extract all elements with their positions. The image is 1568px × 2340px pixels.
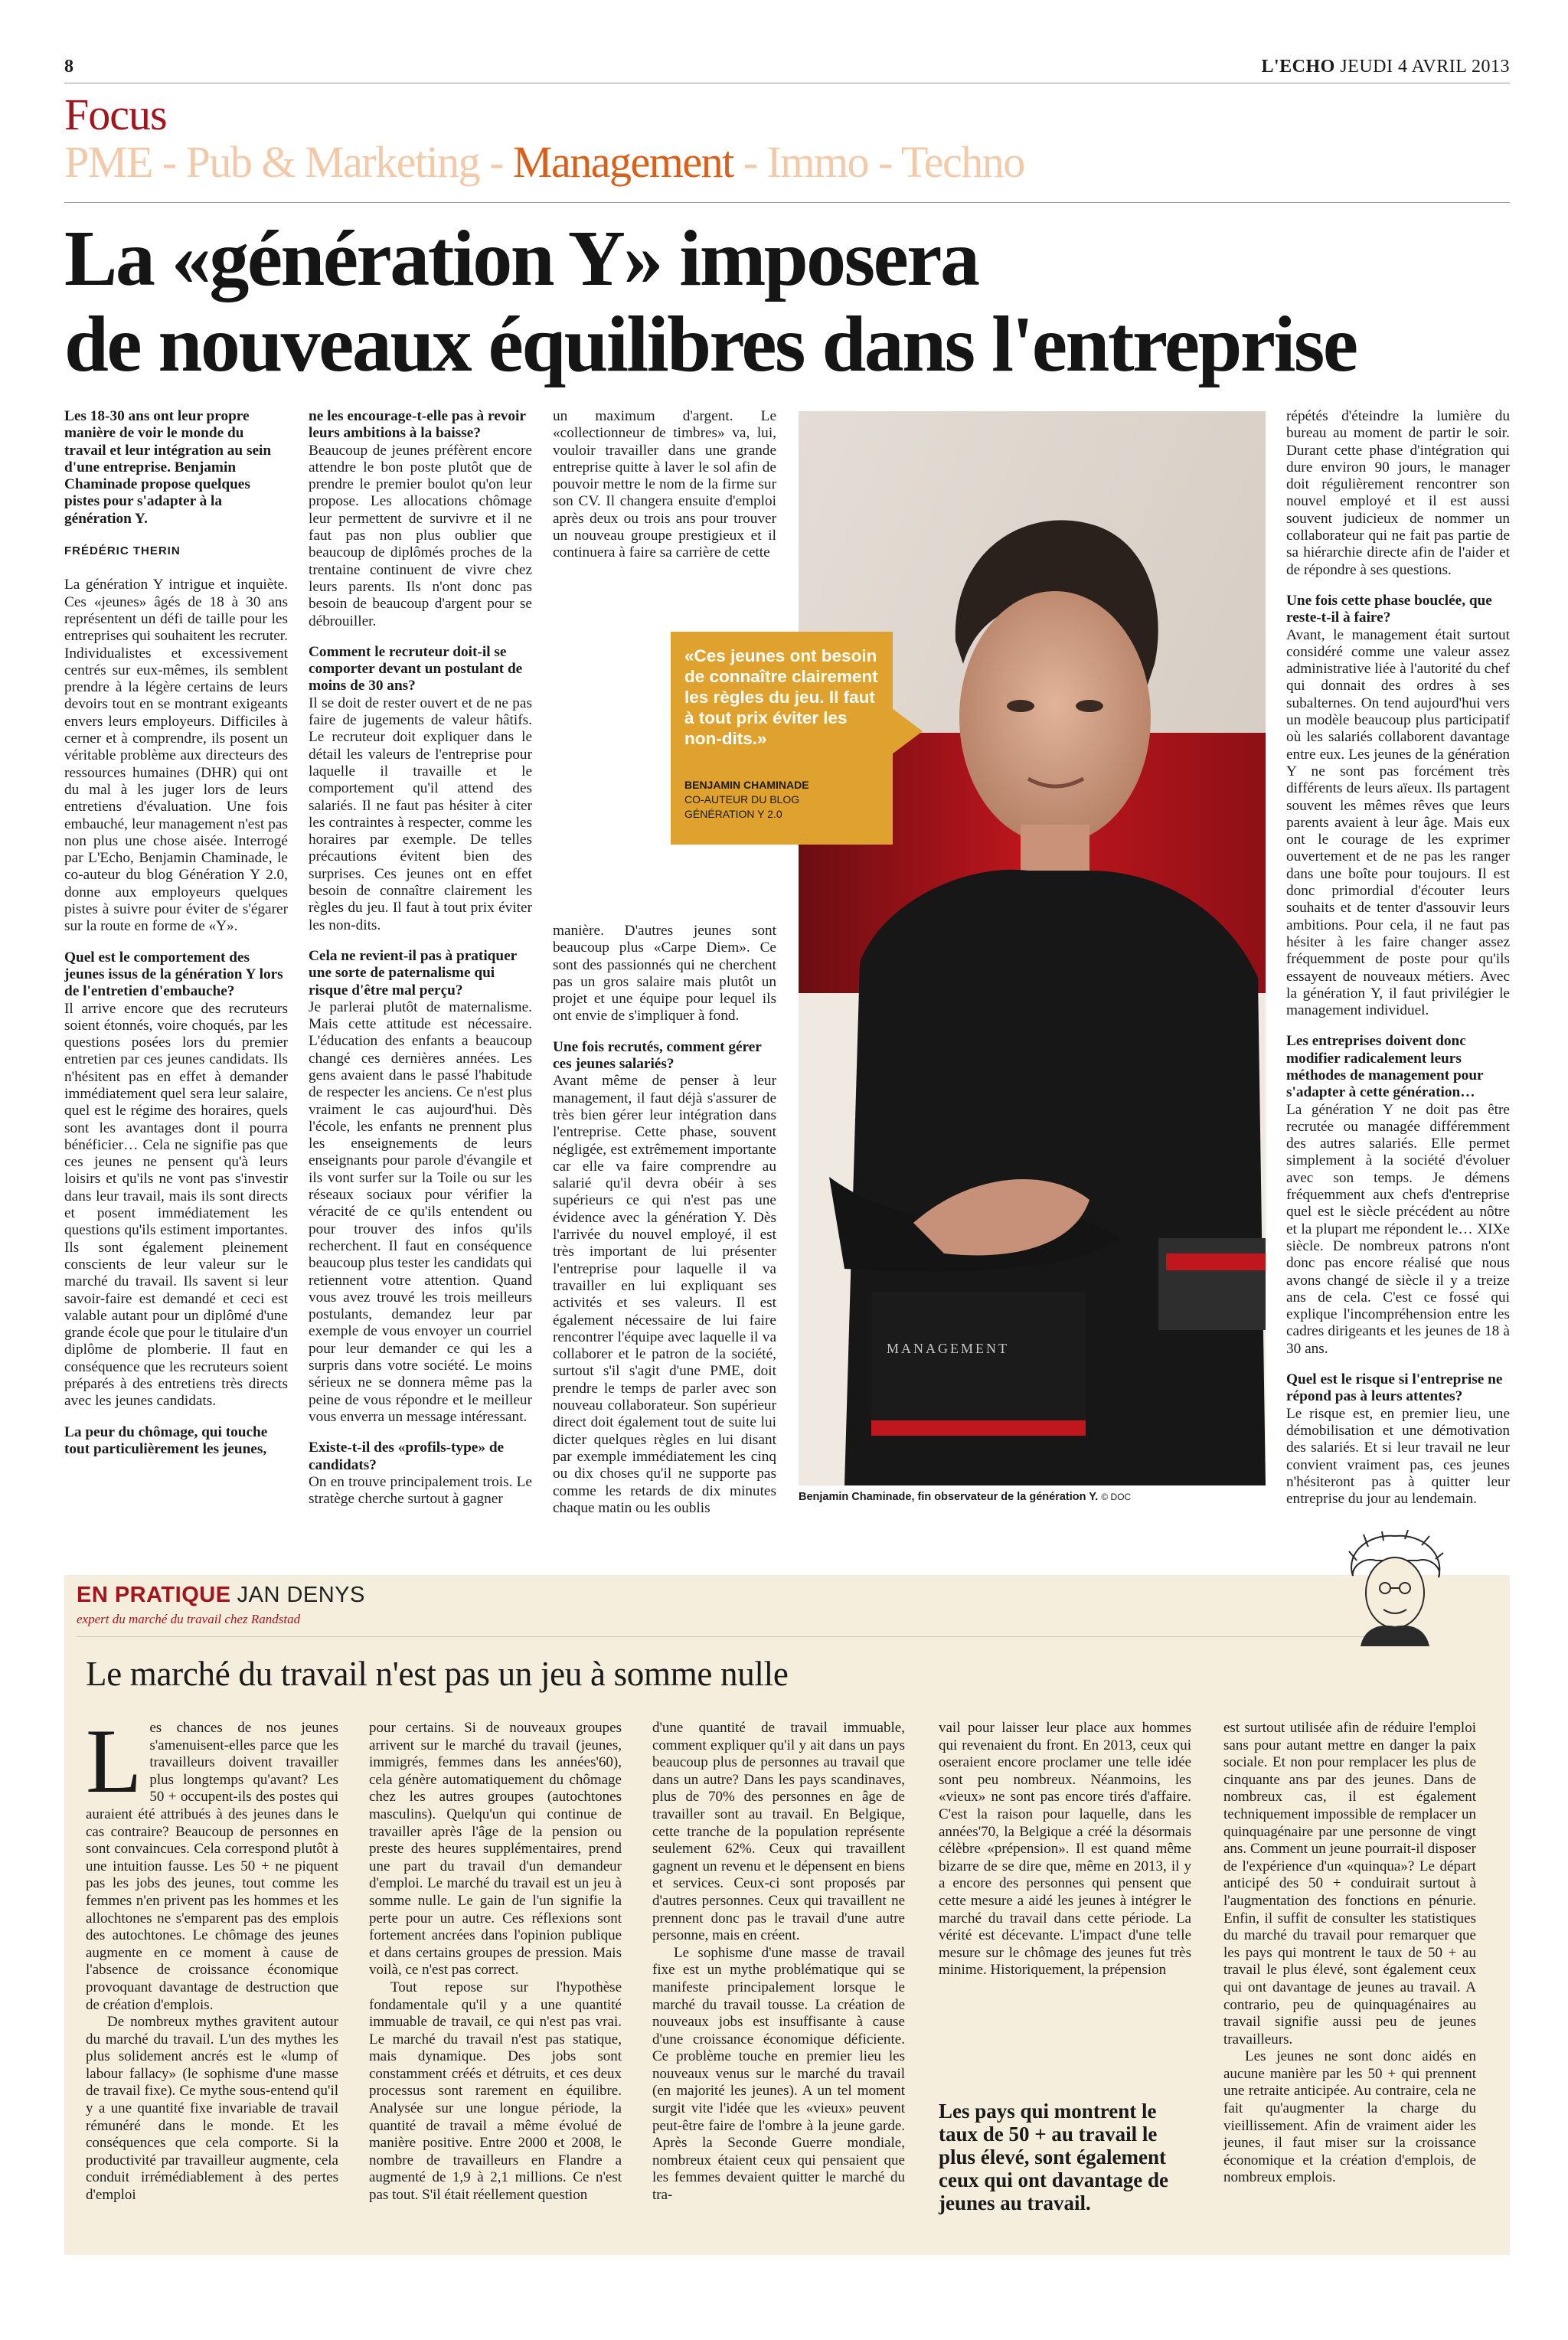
interview-question: Les entreprises doivent donc modifier radicalement leurs méthodes de management pour s'adapter à cette génération… — [1286, 1033, 1484, 1101]
interview-question: ne les encourage-t-elle pas à revoir leurs ambitions à la baisse? — [309, 408, 526, 442]
paragraph: Les jeunes ne sont donc aidés en aucune manière par les 50 + qui prennent une retraite anticipée. Au contraire, cela ne fait qu'augmenter la charge du vieillissement. Afin de vraiment aider les jeunes, il faut miser sur la croissance économique et la création d'emplois, de nombreux emplois. — [1223, 2048, 1476, 2186]
article-column-5 — [1286, 408, 1510, 1508]
issue-date: JEUDI 4 AVRIL 2013 — [1340, 57, 1510, 77]
section-nav — [64, 136, 1024, 188]
book-title: MANAGEMENT — [887, 1341, 1009, 1356]
section-pme[interactable]: PME — [64, 137, 152, 187]
portrait-photo — [799, 411, 1266, 1485]
box-column-1 — [86, 1710, 338, 2204]
paragraph: vail pour laisser leur place aux hommes qui revenaient du front. En 2013, ceux qui oseraient encore proclamer une telle idée sont peu nombreux. Néanmoins, les «vieux» ne sont pas encore tirés d'affaire. C'est la raison pour laquelle, dans les années'70, la Belgique a créé la désormais célèbre «prépension». Il est quand même bizarre de se dire que, même en 2013, il y a encore des personnes qui pensent que cette mesure a aidé les jeunes à intégrer le marché du travail dans cette période. La vérité est décevante. L'impact d'une telle mesure sur le chômage des jeunes fut très minime. Historiquement, la prépension — [939, 1720, 1191, 1979]
caption-text: Benjamin Chaminade, fin observateur de la génération Y. — [799, 1491, 1099, 1503]
box-column-2 — [369, 1720, 622, 2204]
paragraph: Le risque est, en premier lieu, une démobilisation et une démotivation des salariés. Et si leur travail ne leur convient vraiment pas, ces jeunes n'hésiteront pas à quitter leur entreprise du jour au lendemain. — [1286, 1405, 1510, 1508]
photo-caption — [799, 1491, 1273, 1503]
paragraph: manière. D'autres jeunes sont beaucoup plus «Carpe Diem». Ce sont des passionnés qui ne cherchent pas un gros salaire mais plutôt un projet et une équipe pour lequel ils ont envie de s'impliquer à fond. — [553, 923, 776, 1025]
paragraph: De nombreux mythes gravitent autour du marché du travail. L'un des mythes les plus solidement ancrés est le «lump of labour fallacy» (le sophisme d'une masse de travail fixe). Ce mythe sous-entend qu'il y a une quantité fixe invariable de travail rémunéré dans le monde. Et les conséquences que cela comporte. Si la productivité par travailleur augmente, cela conduit irrémédiablement à des pertes d'emploi — [86, 2014, 338, 2204]
article-headline — [64, 216, 1519, 387]
interview-question: Une fois recrutés, comment gérer ces jeunes salariés? — [553, 1038, 762, 1073]
box-rule — [77, 1636, 1378, 1637]
section-separator: - — [733, 137, 767, 187]
drop-cap: L — [86, 1710, 142, 1812]
columnist-name: JAN DENYS — [237, 1583, 365, 1607]
newspaper-name: L'ECHO — [1261, 57, 1335, 77]
section-separator: - — [152, 137, 186, 187]
en-pratique-label: EN PRATIQUE — [77, 1583, 231, 1607]
interview-question: Comment le recruteur doit-il se comporter devant un postulant de moins de 30 ans? — [309, 643, 523, 694]
paragraph: Beaucoup de jeunes préfèrent encore attendre le bon poste plutôt que de prendre le premier boulot qu'on leur propose. Les allocations chômage leur permettent de survivre et il ne faut pas non plus oublier que beaucoup de diplômés proches de la trentaine continuent de vivre chez leurs parents. Ils n'ont donc pas besoin de beaucoup d'argent pour se débrouiller. — [309, 442, 532, 629]
article-column-2 — [309, 408, 532, 1508]
article-column-1 — [64, 408, 288, 1458]
pull-quote-pointer — [892, 708, 923, 754]
paragraph: d'une quantité de travail immuable, comment expliquer qu'il y ait dans un pays beaucoup plus de personnes au travail que dans un autre? Dans les pays scandinaves, plus de 70% des personnes en âge de travailler sont au travail. En Belgique, cette tranche de la population représente seulement 62%. Ceux qui travaillent gagnent un revenu et le dépensent en biens et services. Ceux-ci sont proposés par d'autres personnes. Ceux qui travaillent ne prennent donc pas le travail d'une autre personne, mais en créent. — [652, 1720, 905, 1944]
pull-quote-text: «Ces jeunes ont besoin de connaître clairement les règles du jeu. Il faut à tout prix éviter les non-dits.» — [684, 646, 878, 748]
section-separator: - — [868, 137, 901, 187]
box-pull-quote: Les pays qui montrent le taux de 50 + au travail le plus élevé, sont également ceux qui ont davantage de jeunes au travail. — [939, 2100, 1169, 2214]
en-pratique-header — [77, 1583, 365, 1608]
interview-question: Existe-t-il des «profils-type» de candidats? — [309, 1440, 505, 1473]
paragraph: Tout repose sur l'hypothèse fondamentale qu'il y a une quantité immuable de travail, ce qui n'est pas vrai. Le marché du travail n'est pas statique, mais dynamique. Des jobs sont constamment créés et détruits, et ces deux processus sont rarement en équilibre. Analysée sur une longue période, la quantité de travail a même évolué de manière positive. Entre 2000 et 2008, le nombre de travailleurs en Flandre a augmenté de 1,9 à 2,1 millions. Ce n'est pas tout. S'il était réellement question — [369, 1979, 622, 2204]
paragraph: On en trouve principalement trois. Le stratège cherche surtout à gagner — [309, 1473, 532, 1508]
interview-question: Quel est le comportement des jeunes issus de la génération Y lors de l'entretien d'embauche? — [64, 949, 283, 1000]
section-separator: - — [479, 137, 513, 187]
paragraph: est surtout utilisée afin de réduire l'emploi sans pour autant mettre en danger la paix sociale. Et non pour remplacer les plus de cinquante ans par des jeunes. Dans de nombreux cas, il est également techniquement impossible de remplacer un quinquagénaire par une personne de vingt ans. Comment un jeune pourrait-il disposer de l'expérience d'un «quinqua»? Le départ anticipé des 50 + conduirait surtout à l'augmentation des fonctions en pénurie. Enfin, il suffit de consulter les statistiques du marché du travail pour remarquer que les pays qui montrent le taux de 50 + au travail le plus élevé, sont également ceux qui ont davantage de jeunes au travail. A contrario, peu de quinquagénaires au travail signifie aussi peu de jeunes travailleurs. — [1223, 1720, 1476, 2048]
columnist-portrait — [1345, 1530, 1445, 1646]
pull-quote-role-1: CO-AUTEUR DU BLOG — [684, 793, 800, 806]
article-column-3-bottom — [553, 923, 776, 1517]
paragraph: pour certains. Si de nouveaux groupes arrivent sur le marché du travail (jeunes, immigrés, femmes dans les années'60), cela génère automatiquement du chômage chez les autres groupes (autochtones masculins). Quelqu'un qui continue de travailler après l'âge de la pension ou preste des heures supplémentaires, prend une part du travail d'un demandeur d'emploi. Le marché du travail est un jeu à somme nulle. Le gain de l'un signifie la perte pour un autre. Ces réflexions sont fortement ancrées dans l'opinion publique et dans certains groupes de pression. Mais voilà, ce n'est pas correct. — [369, 1720, 622, 1979]
interview-question: Une fois cette phase bouclée, que reste-t-il à faire? — [1286, 592, 1492, 626]
paragraph: Le sophisme d'une masse de travail fixe est un mythe problématique qui se manifeste principalement lorsque le marché du travail tousse. La création de nouveaux jobs est insuffisante à cause d'une croissance économique déficiente. Ce problème touche en premier lieu les nouveaux venus sur le marché du travail (en majorité les jeunes). A un tel moment surgit vite l'idée que les «vieux» peuvent peut-être faire de l'ombre à la jeune garde. Après la Seconde Guerre mondiale, nombreux étaient ceux qui pensaient que les femmes devaient quitter le marché du tra- — [652, 1944, 905, 2204]
section-rule — [64, 202, 1510, 203]
portrait-illustration — [799, 411, 1266, 1485]
interview-question: Cela ne revient-il pas à pratiquer une sorte de paternalisme qui risque d'être mal perçu? — [309, 947, 517, 998]
paragraph: Je parlerai plutôt de maternalisme. Mais cette attitude est nécessaire. L'éducation des enfants a beaucoup changé ces dernières années. Les gens avaient dans le passé l'habitude de respecter les anciens. Ce n'est plus vraiment le cas aujourd'hui. Dès l'école, les enfants ne prennent plus les enseignements de leurs enseignants pour parole d'évangile et ils vont surfer sur la Toile ou sur les réseaux sociaux pour vérifier la véracité de ce qu'ils entendent ou pour trouver des infos qu'ils recherchent. Il faut en conséquence beaucoup plus tester les candidats qui retiennent votre attention. Quand vous avez trouvé les trois meilleurs postulants, demandez leur par exemple de vous envoyer un courriel pour leur demander ce qui les a surpris dans votre société. Le moins sérieux ne se donnera même pas la peine de vous répondre et le meilleur vous enverra un message intéressant. — [309, 998, 532, 1425]
pull-quote-name: BENJAMIN CHAMINADE — [684, 779, 809, 791]
newspaper-dateline — [1261, 57, 1510, 77]
box-column-5 — [1223, 1720, 1476, 2187]
section-techno[interactable]: Techno — [900, 137, 1024, 187]
paragraph: es chances de nos jeunes s'amenuisent-elles parce que les travailleurs doivent travailler plus longtemps qu'avant? Les 50 + occupent-ils des postes qui auraient été attribués à des jeunes dans le cas contraire? Beaucoup de personnes en sont convaincues. Cela correspond plutôt à une intuition fausse. Les 50 + ne piquent pas les jobs des jeunes, tout comme les femmes n'en privent pas les hommes et les allochtones ne s'emparent pas des emplois des autochtones. Le chômage des jeunes augmente en ce moment à cause de l'absence de croissance économique provoquant davantage de destruction que de création d'emplois. — [86, 1720, 338, 2013]
en-pratique-title: Le marché du travail n'est pas un jeu à somme nulle — [86, 1655, 789, 1693]
paragraph: Avant même de penser à leur management, il faut déjà s'assurer de très bien gérer leur intégration dans l'entreprise. Cette phase, souvent négligée, est extrêmement importante car elle va faire comprendre au salarié qu'il devra obéir à ses supérieurs ce qui n'est pas une évidence avec la génération Y. Dès l'arrivée du nouvel employé, il est très important de lui présenter l'entreprise pour laquelle il va travailler en lui expliquant ses activités et ses valeurs. Il est également nécessaire de lui faire rencontrer l'équipe avec laquelle il va collaborer et le patron de la société, surtout s'il s'agit d'une PME, doit prendre le temps de parler avec son nouveau collaborateur. Son supérieur direct doit également tout de suite lui dicter quelques règles en lui disant par exemple immédiatement les cinq ou dix choses qu'il ne supporte pas comme les retards de dix minutes chaque matin ou les oublis — [553, 1073, 776, 1516]
paragraph: La génération Y ne doit pas être recrutée ou managée différemment des autres salariés. Elle permet simplement à la société d'évoluer avec son temps. Je démens fréquemment aux chefs d'entreprise quel est le siècle précédent au nôtre et la plupart me répondent le… XIXe siècle. De nombreux patrons n'ont donc pas encore réalisé que nous avons changé de siècle il y a treize ans de cela. C'est ce fossé qui explique l'incompréhension entre les cadres dirigeants et les jeunes de 18 à 30 ans. — [1286, 1101, 1510, 1357]
page-number: 8 — [64, 57, 74, 77]
paragraph: Il arrive encore que des recruteurs soient étonnés, voire choqués, par les questions posées lors du premier entretien par ces jeunes candidats. Ils n'hésitent pas en effet à demander immédiatement quel sera leur salaire, quel est le régime des horaires, quels sont les avantages dont il pourra bénéficier… Cela ne signifie pas que ces jeunes ne pensent qu'à leurs loisirs et qu'ils ne vont pas s'investir dans leur travail, mais ils sont directs et posent immédiatement les questions qu'ils estiment importantes. Ils sont également pleinement conscients de leur valeur sur le marché du travail. Ils savent si leur savoir-faire est demandé et ceci est valable autant pour un diplômé d'une grande école que pour le titulaire d'un diplôme de plomberie. Il faut en conséquence que les recruteurs soient préparés à des entretiens très directs avec les jeunes candidats. — [64, 1000, 288, 1410]
paragraph: Il se doit de rester ouvert et de ne pas faire de jugements de valeur hâtifs. Le recruteur doit expliquer dans le détail les valeurs de l'entreprise pour laquelle il travaille et le comportement qu'il attend des salariés. Il ne faut pas hésiter à citer les contraintes à respecter, comme les horaires par exemple. De telles précautions évitent bien des surprises. Ces jeunes ont en effet besoin de connaître clairement les règles du jeu. Il faut à tout prix éviter les non-dits. — [309, 694, 532, 933]
columnist-role: expert du marché du travail chez Randstad — [77, 1612, 301, 1626]
box-column-4 — [939, 1720, 1191, 1979]
paragraph: répétés d'éteindre la lumière du bureau au moment de partir le soir. Durant cette phase d'intégration qui dure environ 90 jours, le manager doit régulièrement rencontrer son nouvel employé et il est aussi souvent judicieux de nommer un collaborateur qui ne fait pas partie de sa hiérarchie directe afin de l'aider et de répondre à ses questions. — [1286, 408, 1510, 578]
headline-line-1: La «génération Y» imposera — [64, 214, 978, 302]
paragraph: un maximum d'argent. Le «collectionneur de timbres» va, lui, vouloir travailler dans une grande entreprise quitte à laver le sol afin de pouvoir mettre le nom de la firme sur son CV. Il changera ensuite d'emploi après deux ou trois ans pour trouver un nouveau groupe prestigieux et il continuera à faire sa carrière de cette — [553, 408, 776, 561]
section-pub-marketing[interactable]: Pub & Marketing — [185, 137, 480, 187]
article-column-3-top — [553, 408, 776, 562]
paragraph: La génération Y intrigue et inquiète. Ces «jeunes» âgés de 18 à 30 ans représentent un défi de taille pour les entreprises qui souhaitent les recruter. Individualistes et excessivement centrés sur eux-mêmes, ils semblent prendre à la légère certains de leurs devoirs tout en se montrant exigeants envers leurs employeurs. Difficiles à cerner et à comprendre, ils posent un véritable problème aux directeurs des ressources humaines (DHR) qui ont du mal à les juger lors de leurs entretiens d'évaluation. Une fois embauché, leur management n'est pas non plus une chose aisée. Interrogé par L'Echo, Benjamin Chaminade, le co-auteur du blog Génération Y 2.0, donne aux employeurs quelques pistes à suivre pour éviter de s'égarer sur la route en forme de «Y». — [64, 577, 288, 935]
interview-question: La peur du chômage, qui touche tout particulièrement les jeunes, — [64, 1423, 268, 1457]
article-author: FRÉDÉRIC THERIN — [64, 544, 181, 558]
pull-quote — [671, 632, 893, 845]
pull-quote-role-2: GÉNÉRATION Y 2.0 — [684, 808, 782, 820]
interview-question: Quel est le risque si l'entreprise ne répond pas à leurs attentes? — [1286, 1371, 1503, 1405]
section-immo[interactable]: Immo — [766, 137, 869, 187]
photo-credit: © DOC — [1101, 1492, 1132, 1502]
section-management[interactable]: Management — [512, 137, 733, 187]
headline-line-2: de nouveaux équilibres dans l'entreprise — [64, 300, 1357, 388]
box-column-3 — [652, 1720, 905, 2204]
rubric-title: Focus — [64, 90, 167, 139]
article-chapo: Les 18-30 ans ont leur propre manière de voir le monde du travail et leur intégration au sein d'une entreprise. Benjamin Chaminade propose quelques pistes pour s'adapter à la génération Y. — [64, 408, 272, 527]
paragraph: Avant, le management était surtout considéré comme une valeur assez administrative liée à l'autorité du chef qui donnait des ordres à ses subalternes. On tend aujourd'hui vers un modèle beaucoup plus participatif où les salariés collaborent davantage entre eux. Les jeunes de la génération Y ne sont pas forcément très différents de leurs aïeux. Ils partagent souvent les mêmes rêves que leurs parents avaient à leur âge. Mais eux ont le courage de les exprimer ouvertement et de ne pas les ranger dans une boîte pour toujours. Il est donc primordial d'écouter leurs souhaits et de tenter d'assouvir leurs ambitions. Pour cela, il ne faut pas hésiter à les faire changer assez fréquemment de poste pour qu'ils essayent de nouveaux métiers. Avec la génération Y, il faut privilégier le management individuel. — [1286, 626, 1510, 1019]
